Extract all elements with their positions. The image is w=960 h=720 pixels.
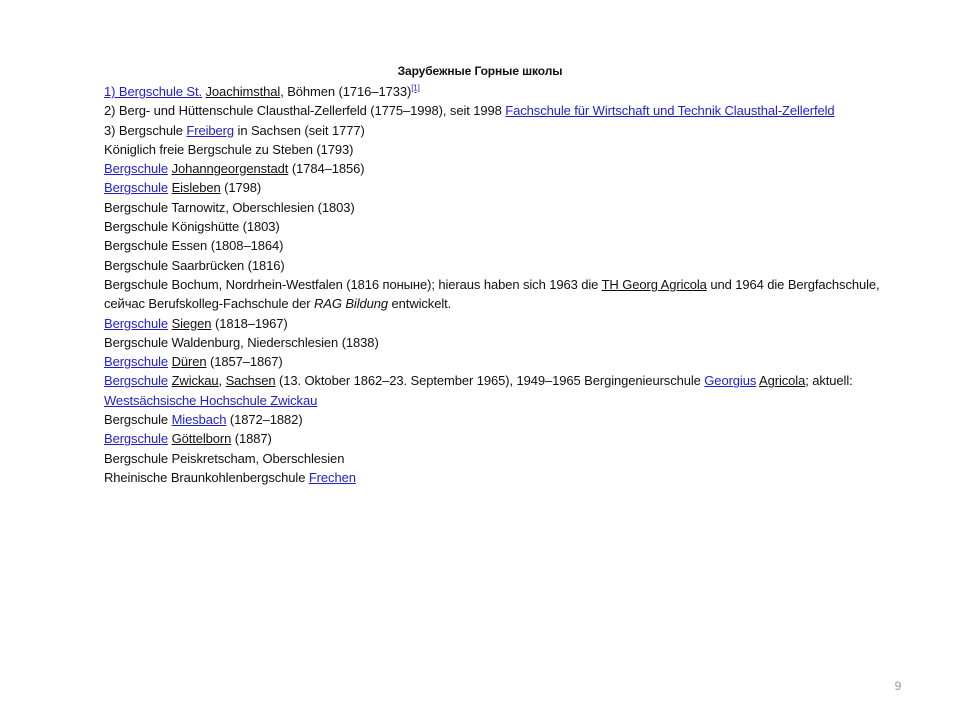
item-text: entwickelt. xyxy=(388,296,452,312)
item-text: Bergschule Waldenburg, Niederschlesien (1838) xyxy=(104,334,379,350)
list-item xyxy=(104,217,904,236)
item-text: (1857–1867) xyxy=(206,354,283,370)
list-item xyxy=(104,371,904,410)
link-sachsen[interactable]: Sachsen xyxy=(225,373,276,389)
list-item xyxy=(104,333,904,352)
link-bergschule[interactable]: Bergschule xyxy=(104,180,169,196)
item-text: (1818–1967) xyxy=(211,315,288,331)
list-item xyxy=(104,256,904,275)
link-joachimsthal[interactable]: Joachimsthal xyxy=(205,84,281,99)
link-georgius[interactable]: Georgius xyxy=(704,373,757,389)
list-item xyxy=(104,140,904,159)
link-frechen[interactable]: Frechen xyxy=(308,469,356,485)
link-bergschule[interactable]: Bergschule xyxy=(104,373,169,389)
link-miesbach[interactable]: Miesbach xyxy=(171,412,227,428)
item-text: Bergschule Peiskretscham, Oberschlesien xyxy=(104,450,345,466)
item-text: Rheinische Braunkohlenbergschule xyxy=(104,469,309,485)
item-text: (1887) xyxy=(231,431,272,447)
item-text: Bergschule Saarbrücken (1816) xyxy=(104,257,285,273)
item-text: 2) Berg- und Hüttenschule Clausthal-Zellerfeld (1775–1998), seit 1998 xyxy=(104,103,506,119)
item-text-italic: RAG Bildung xyxy=(313,296,389,312)
item-text: Bergschule Essen (1808–1864) xyxy=(104,238,284,254)
item-text: (1784–1856) xyxy=(288,161,365,177)
item-text: Bergschule Bochum, Nordrhein-Westfalen (1816 поныне); hieraus haben sich 1963 die xyxy=(104,276,602,292)
link-siegen[interactable]: Siegen xyxy=(171,315,212,331)
link-fachschule-clausthal[interactable]: Fachschule für Wirtschaft und Technik Clausthal-Zellerfeld xyxy=(505,103,835,119)
item-text: Königlich freie Bergschule zu Steben (1793) xyxy=(104,141,354,157)
item-text: , Böhmen (1716–1733) xyxy=(280,84,412,99)
list-item xyxy=(104,101,904,120)
item-text: 3) Bergschule xyxy=(104,122,187,138)
link-eisleben[interactable]: Eisleben xyxy=(171,180,221,196)
list-item xyxy=(104,236,904,255)
list-item xyxy=(104,82,904,101)
link-dueren[interactable]: Düren xyxy=(171,354,207,370)
link-bergschule[interactable]: Bergschule xyxy=(104,315,169,331)
link-zwickau[interactable]: Zwickau xyxy=(171,373,219,389)
link-bergschule[interactable]: Bergschule xyxy=(104,161,169,177)
school-list xyxy=(104,82,904,487)
item-text: (1798) xyxy=(220,180,262,196)
list-item xyxy=(104,121,904,140)
list-item xyxy=(104,198,904,217)
list-item xyxy=(104,178,904,197)
list-item xyxy=(104,352,904,371)
link-bergschule-joachimsthal[interactable]: 1) Bergschule St. xyxy=(104,84,203,99)
item-text: Bergschule Tarnowitz, Oberschlesien (1803) xyxy=(104,199,355,215)
item-text: Bergschule Königshütte (1803) xyxy=(104,219,280,235)
item-text: in Sachsen (seit 1777) xyxy=(234,122,365,138)
list-item xyxy=(104,275,904,314)
list-item xyxy=(104,314,904,333)
list-item xyxy=(104,429,904,448)
footnote-ref[interactable]: [1] xyxy=(411,83,420,93)
list-item xyxy=(104,468,904,487)
link-agricola[interactable]: Agricola xyxy=(759,373,806,389)
link-freiberg[interactable]: Freiberg xyxy=(186,122,235,138)
item-text: ; aktuell: xyxy=(805,373,853,389)
item-text: und 1964 die Bergfachschule, сейчас Berufskolleg-Fachschule der xyxy=(104,276,880,312)
link-th-georg-agricola[interactable]: TH Georg Agricola xyxy=(601,276,707,292)
item-text: , xyxy=(218,373,226,389)
list-item xyxy=(104,159,904,178)
item-text: (13. Oktober 1862–23. September 1965), 1949–1965 Bergingenieurschule xyxy=(275,373,705,389)
list-item xyxy=(104,449,904,468)
item-text: (1872–1882) xyxy=(226,412,303,428)
link-goettelborn[interactable]: Göttelborn xyxy=(171,431,232,447)
page-number: 9 xyxy=(894,679,902,693)
item-text: Bergschule xyxy=(104,412,172,428)
link-bergschule[interactable]: Bergschule xyxy=(104,354,169,370)
link-whz[interactable]: Westsächsische Hochschule Zwickau xyxy=(104,392,318,408)
link-johanngeorgenstadt[interactable]: Johanngeorgenstadt xyxy=(171,161,289,177)
link-bergschule[interactable]: Bergschule xyxy=(104,431,169,447)
slide-title: Зарубежные Горные школы xyxy=(397,64,563,78)
list-item xyxy=(104,410,904,429)
